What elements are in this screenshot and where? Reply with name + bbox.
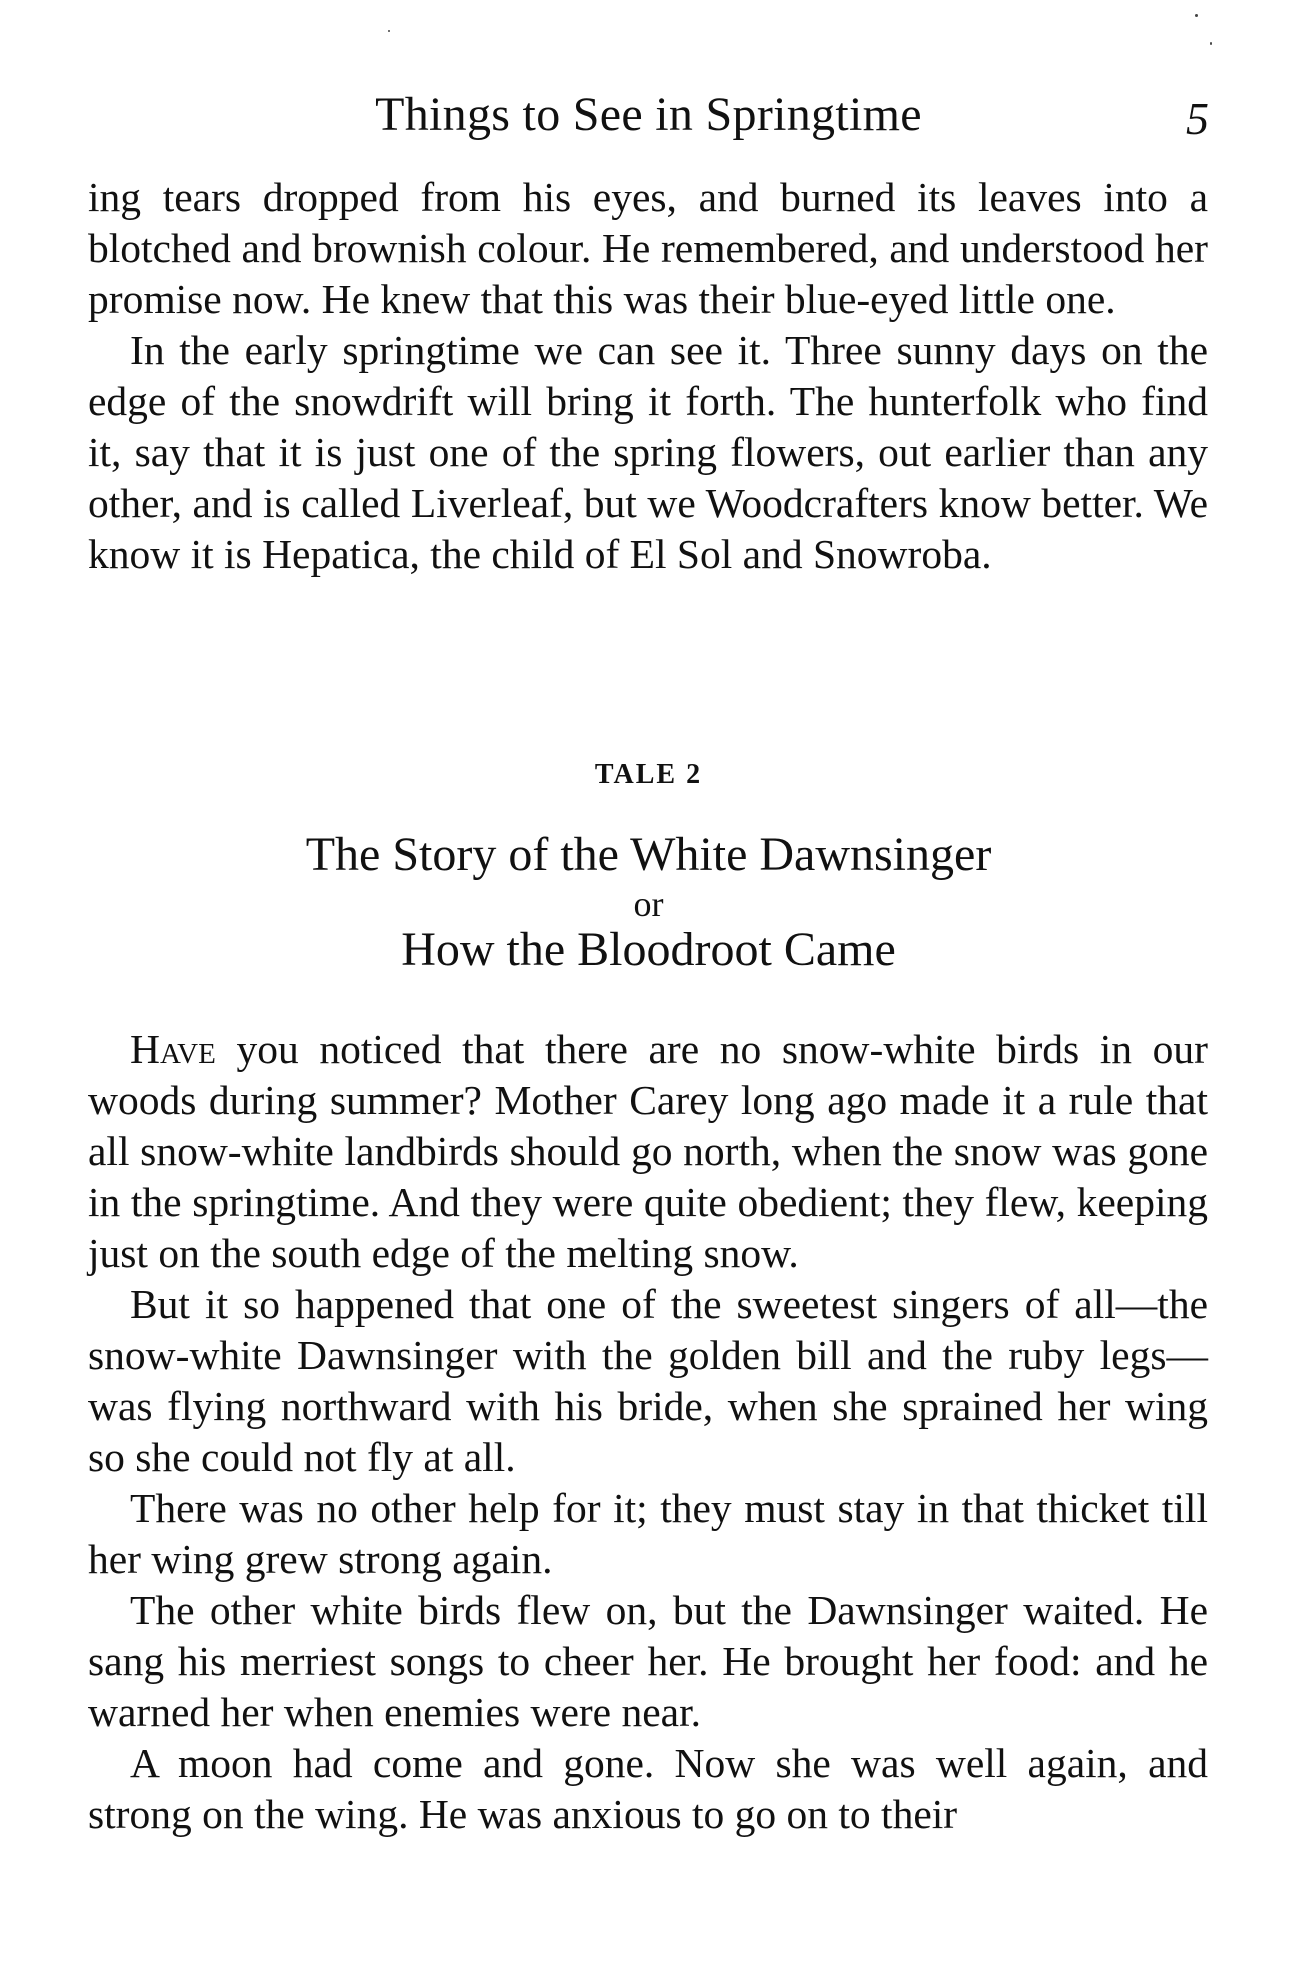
paragraph: The other white birds flew on, but the Dawnsinger waited. He sang his merriest songs to cheer her. He brought her food: and he warned her when enemies were near.: [88, 1587, 1208, 1735]
tale-title-or: or: [633, 884, 664, 924]
paragraph: There was no other help for it; they must stay in that thicket till her wing grew strong again.: [88, 1485, 1208, 1582]
page-number: 5: [1186, 93, 1209, 144]
paragraph: A moon had come and gone. Now she was well again, and strong on the wing. He was anxious to go on to their: [88, 1740, 1208, 1837]
opening-word: Have: [130, 1026, 216, 1072]
running-head: [0, 80, 1297, 150]
opening-paragraph-text: you noticed that there are no snow-white birds in our woods during summer? Mother Carey long ago made it a rule that all snow-white landbirds should go north, when the snow was gone in the springtime. And they were quite obedient; they flew, keeping just on the south edge of the melting snow.: [88, 1026, 1208, 1276]
paragraph: But it so happened that one of the sweetest singers of all—the snow-white Dawnsinger with the golden bill and the ruby legs—was flying northward with his bride, when she sprained her wing so she could not fly at all.: [88, 1281, 1208, 1480]
paragraph: ing tears dropped from his eyes, and burned its leaves into a blotched and brownish colour. He remembered, and understood her promise now. He knew that this was their blue-eyed little one.: [88, 174, 1208, 322]
paragraph: In the early springtime we can see it. Three sunny days on the edge of the snowdrift will bring it forth. The hunterfolk who find it, say that it is just one of the spring flowers, out earlier than any other, and is called Liverleaf, but we Woodcrafters know better. We know it is Hepatica, the child of El Sol and Snowroba.: [88, 327, 1208, 577]
text-block-hepatica: [88, 172, 1208, 580]
scan-speck: [1210, 42, 1212, 45]
tale-label: TALE 2: [594, 759, 703, 790]
scan-speck: [388, 30, 390, 32]
text-block-dawnsinger: [88, 1024, 1208, 1840]
scan-speck: [1195, 14, 1198, 17]
opening-paragraph: [88, 1024, 1208, 1279]
running-head-title: Things to See in Springtime: [375, 88, 922, 141]
tale-title: The Story of the White Dawnsinger: [305, 828, 992, 881]
tale-subtitle: How the Bloodroot Came: [401, 923, 896, 976]
